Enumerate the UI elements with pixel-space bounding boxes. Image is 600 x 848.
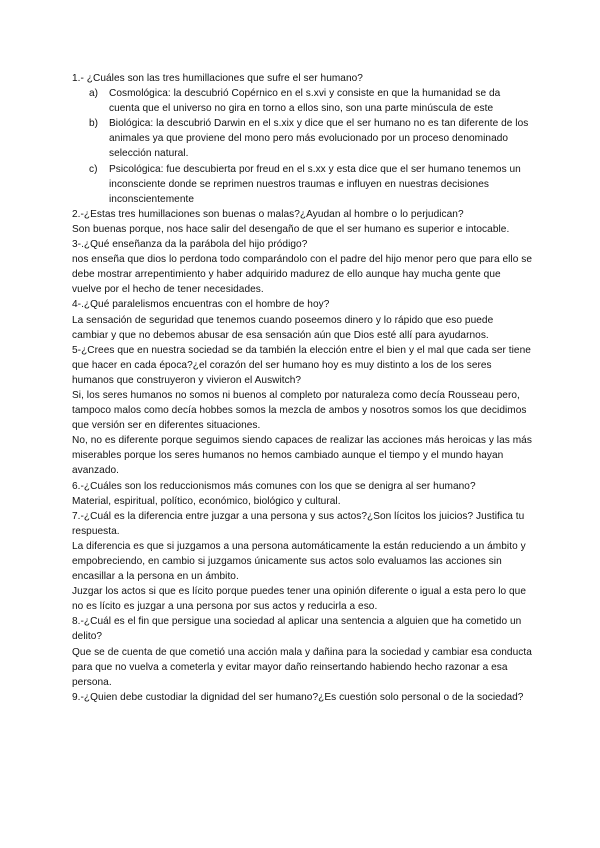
answer-2: Son buenas porque, nos hace salir del desengaño de que el ser humano es superior e intocable. <box>72 223 510 235</box>
document-page <box>72 71 532 705</box>
list-item-text: Psicológica: fue descubierta por freud en el s.xx y esta dice que el ser humano tenemos un inconsciente donde se reprimen nuestros traumas e influyen en nuestras decisiones inconscientemente <box>109 163 521 205</box>
question-4: 4-.¿Qué paralelismos encuentras con el hombre de hoy? <box>72 299 330 311</box>
question-3: 3-.¿Qué enseñanza da la parábola del hijo pródigo? <box>72 239 308 251</box>
question-5: 5-¿Crees que en nuestra sociedad se da también la elección entre el bien y el mal que cada ser tiene que hacer en cada época?¿el corazón del ser humano hoy es muy distinto a los de los seres humanos que construyeron y vivieron el Auswitch? <box>72 344 531 386</box>
question-7: 7.-¿Cuál es la diferencia entre juzgar a una persona y sus actos?¿Son lícitos los juicios? Justifica tu respuesta. <box>72 510 525 537</box>
humiliations-list <box>72 86 532 207</box>
answer-6: Material, espiritual, político, económico, biológico y cultural. <box>72 495 341 507</box>
list-marker: b) <box>89 118 99 130</box>
question-2: 2.-¿Estas tres humillaciones son buenas o malas?¿Ayudan al hombre o lo perjudican? <box>72 208 464 220</box>
list-marker: a) <box>89 88 99 100</box>
question-9: 9.-¿Quien debe custodiar la dignidad del ser humano?¿Es cuestión solo personal o de la sociedad? <box>72 691 524 703</box>
answer-5a: Si, los seres humanos no somos ni buenos al completo por naturaleza como decía Rousseau pero, tampoco malos como decía hobbes somos la mezcla de ambos y nosotros somos los que decidimos que versión ser en diferentes situaciones. <box>72 389 527 432</box>
list-item <box>72 86 532 116</box>
list-marker: c) <box>89 163 98 175</box>
answer-8: Que se de cuenta de que cometió una acción mala y dañina para la sociedad y cambiar esa conducta para que no vuelva a cometerla y evitar mayor daño reinsertando habiendo hecho razonar a esa persona. <box>72 646 532 688</box>
question-8: 8.-¿Cuál es el fin que persigue una sociedad al aplicar una sentencia a alguien que ha cometido un delito? <box>72 616 522 643</box>
list-item-text: Cosmológica: la descubrió Copérnico en el s.xvi y consiste en que la humanidad se da cuenta que el universo no gira en torno a ellos sino, son una parte minúscula de este <box>109 88 501 115</box>
answer-3: nos enseña que dios lo perdona todo comparándolo con el padre del hijo menor pero que para ello se debe mostrar arrepentimiento y haber adquirido madurez de ello aunque hay mucha gente que vuelve por el hecho de tener necesidades. <box>72 254 532 296</box>
list-item-text: Biológica: la descubrió Darwin en el s.xix y dice que el ser humano no es tan diferente de los animales ya que proviene del mono pero más evolucionado por un proceso denominado selección natural. <box>109 118 529 160</box>
question-6: 6.-¿Cuáles son los reduccionismos más comunes con los que se denigra al ser humano? <box>72 480 476 492</box>
answer-4: La sensación de seguridad que tenemos cuando poseemos dinero y lo rápido que eso puede cambiar y que no debemos abusar de esa sensación aún que Dios esté allí para ayudarnos. <box>72 314 494 341</box>
answer-5b: No, no es diferente porque seguimos siendo capaces de realizar las acciones más heroicas y las más miserables porque los seres humanos no hemos cambiado aunque el tiempo y el mundo hayan avanzado. <box>72 435 532 477</box>
list-item <box>72 116 532 161</box>
answer-7b: Juzgar los actos si que es lícito porque puedes tener una opinión diferente o igual a esta pero lo que no es lícito es juzgar a una persona por sus actos y reducirla a eso. <box>72 586 527 613</box>
answer-7a: La diferencia es que si juzgamos a una persona automáticamente la están reduciendo a un ámbito y empobreciendo, en cambio si juzgamos únicamente sus actos solo evaluamos las acciones sin encasillar a la persona en un ámbito. <box>72 540 526 583</box>
list-item <box>72 162 532 207</box>
question-1: 1.- ¿Cuáles son las tres humillaciones que sufre el ser humano? <box>72 73 363 84</box>
